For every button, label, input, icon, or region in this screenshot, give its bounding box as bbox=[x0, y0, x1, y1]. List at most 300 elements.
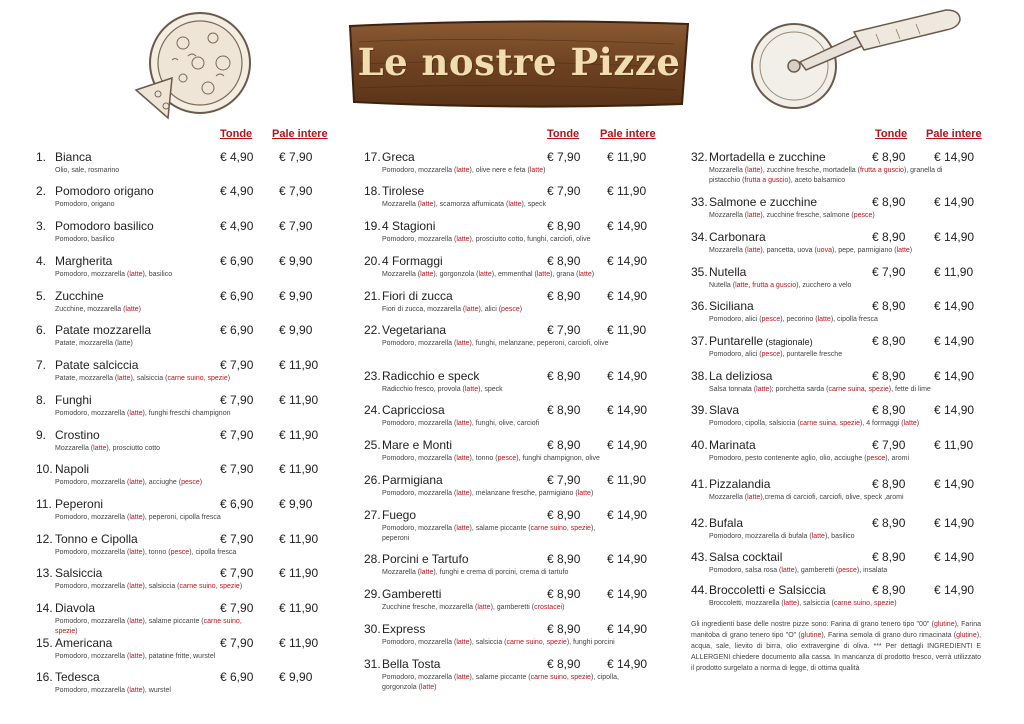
description-text: Mozzarella ( bbox=[709, 247, 748, 254]
description-text: ) bbox=[909, 247, 913, 254]
item-number: 6. bbox=[36, 323, 47, 337]
description-text: Mozzarella ( bbox=[382, 271, 421, 278]
price-tonde: € 4,90 bbox=[220, 150, 254, 164]
item-number: 37. bbox=[691, 334, 708, 348]
price-tonde: € 6,90 bbox=[220, 323, 254, 337]
item-name: Fuego bbox=[382, 508, 417, 522]
allergen-label: latte bbox=[456, 639, 470, 646]
price-tonde: € 8,90 bbox=[547, 219, 581, 233]
description-text: Pomodoro, alici ( bbox=[709, 351, 762, 358]
allergen-label: latte bbox=[756, 386, 770, 393]
item-description bbox=[55, 339, 255, 349]
description-text: ), funghi, olive, carciofi bbox=[469, 420, 540, 427]
description-text: ), patatine fritte, wurstel bbox=[142, 653, 216, 660]
description-text: ) bbox=[591, 271, 595, 278]
item-name: Bianca bbox=[55, 150, 92, 164]
allergen-label: latte bbox=[456, 525, 470, 532]
price-pale-intere: € 14,90 bbox=[934, 230, 975, 244]
description-text: Nutella ( bbox=[709, 282, 736, 289]
item-name: Porcini e Tartufo bbox=[382, 552, 469, 566]
price-tonde: € 8,90 bbox=[547, 587, 581, 601]
description-text: Mozzarella ( bbox=[382, 201, 421, 208]
item-description bbox=[382, 673, 622, 693]
price-pale-intere: € 14,90 bbox=[934, 477, 975, 491]
description-text: Pomodoro, mozzarella ( bbox=[382, 674, 457, 681]
price-pale-intere: € 11,90 bbox=[607, 184, 647, 198]
description-text: Pomodoro, mozzarella ( bbox=[382, 420, 457, 427]
price-pale-intere: € 14,90 bbox=[607, 438, 648, 452]
allergen-label: latte bbox=[420, 684, 435, 691]
item-name: Puntarelle (stagionale) bbox=[709, 334, 813, 348]
price-pale-intere: € 11,90 bbox=[279, 566, 319, 580]
price-tonde: € 8,90 bbox=[872, 550, 906, 564]
allergen-label: latte bbox=[508, 201, 522, 208]
allergen-label: carne suino, spezie bbox=[530, 674, 591, 681]
item-name: Express bbox=[382, 622, 426, 636]
item-name: Salsiccia bbox=[55, 566, 103, 580]
description-text: Patate, mozzarella (latte) bbox=[55, 340, 133, 347]
ingredients-footnote bbox=[691, 619, 981, 674]
description-text: Mozzarella ( bbox=[709, 212, 748, 219]
price-tonde: € 8,90 bbox=[547, 369, 581, 383]
item-number: 14. bbox=[36, 601, 53, 615]
item-number: 38. bbox=[691, 369, 708, 383]
allergen-label: latte bbox=[129, 271, 143, 278]
allergen-label: carne suino, spezie bbox=[55, 618, 242, 635]
item-description bbox=[55, 235, 255, 245]
item-description bbox=[55, 305, 255, 315]
item-number: 3. bbox=[36, 219, 47, 233]
price-pale-intere: € 11,90 bbox=[279, 601, 319, 615]
price-pale-intere: € 14,90 bbox=[934, 369, 975, 383]
description-text: ), alici ( bbox=[478, 306, 502, 313]
description-text: ) bbox=[543, 167, 546, 174]
allergen-label: carne suino, spezie bbox=[833, 600, 895, 607]
description-text: Olio, sale, rosmarino bbox=[55, 167, 120, 174]
price-tonde: € 4,90 bbox=[220, 184, 254, 198]
description-text: ), granella di pistacchio ( bbox=[709, 167, 943, 184]
description-text: Pomodoro, mozzarella ( bbox=[382, 340, 457, 347]
description-text: ), salsiccia ( bbox=[469, 639, 507, 646]
price-tonde: € 4,90 bbox=[220, 219, 254, 233]
description-text: Pomodoro, alici ( bbox=[709, 316, 762, 323]
description-text: Pomodoro, mozzarella ( bbox=[55, 479, 130, 486]
price-pale-intere: € 14,90 bbox=[607, 254, 648, 268]
price-pale-intere: € 14,90 bbox=[934, 550, 975, 564]
description-text: Pomodoro, mozzarella di bufala ( bbox=[709, 533, 812, 540]
description-text: ), speck bbox=[478, 386, 503, 393]
header-pale-intere: Pale intere bbox=[926, 128, 982, 140]
description-text: Pomodoro, origano bbox=[55, 201, 115, 208]
description-text: ), salame piccante ( bbox=[142, 618, 204, 625]
description-text: ), funghi freschi champignon bbox=[142, 410, 231, 417]
item-description bbox=[382, 166, 622, 176]
description-text: ), pancetta, uova ( bbox=[760, 247, 817, 254]
allergen-label: carne suino, spezie bbox=[530, 525, 591, 532]
description-text: ) bbox=[562, 604, 565, 611]
description-text: ),crema di carciofi, carciofi, olive, speck ,aromi bbox=[760, 494, 904, 501]
allergen-label: pesce bbox=[866, 455, 886, 462]
description-text: ) bbox=[519, 306, 523, 313]
item-name: Tedesca bbox=[55, 670, 100, 684]
price-tonde: € 7,90 bbox=[220, 532, 254, 546]
item-name: Peperoni bbox=[55, 497, 104, 511]
allergen-label: latte bbox=[529, 167, 544, 174]
pizza-cutter-icon bbox=[746, 6, 976, 116]
item-name: Bella Tosta bbox=[382, 657, 441, 671]
description-text: ), salsiccia ( bbox=[142, 583, 180, 590]
price-pale-intere: € 9,90 bbox=[279, 323, 313, 337]
allergen-label: latte bbox=[903, 420, 917, 427]
description-text: ), salsiccia ( bbox=[796, 600, 834, 607]
item-description bbox=[709, 599, 959, 609]
description-text: Pomodoro, mozzarella ( bbox=[55, 583, 130, 590]
description-text: Radicchio fresco, provola ( bbox=[382, 386, 465, 393]
item-description bbox=[709, 419, 959, 429]
description-text: ) bbox=[199, 479, 203, 486]
description-text: ), prosciutto cotto bbox=[106, 445, 161, 452]
item-description bbox=[709, 281, 959, 291]
description-text: Pomodoro, basilico bbox=[55, 236, 115, 243]
price-pale-intere: € 14,90 bbox=[934, 334, 975, 348]
description-text: ), salame piccante ( bbox=[469, 674, 531, 681]
description-text: ); porchetta sarda ( bbox=[769, 386, 829, 393]
item-description bbox=[382, 603, 622, 613]
price-tonde: € 8,90 bbox=[547, 657, 581, 671]
price-pale-intere: € 14,90 bbox=[934, 403, 975, 417]
allergen-label: latte bbox=[456, 490, 470, 497]
price-pale-intere: € 14,90 bbox=[607, 552, 648, 566]
item-name: Margherita bbox=[55, 254, 113, 268]
description-text: ), funghi, melanzane, peperoni, carciofi, olive bbox=[469, 340, 609, 347]
item-number: 30. bbox=[364, 622, 381, 636]
description-text: Mozzarella ( bbox=[709, 494, 748, 501]
description-text: Zucchine, mozzarella ( bbox=[55, 306, 126, 313]
description-text: ), acciughe ( bbox=[142, 479, 182, 486]
description-text: Pomodoro, pesto contenente aglio, olio, acciughe ( bbox=[709, 455, 867, 462]
header-tonde: Tonde bbox=[220, 128, 253, 140]
description-text: Pomodoro, mozzarella ( bbox=[55, 410, 130, 417]
price-tonde: € 8,90 bbox=[872, 299, 906, 313]
price-pale-intere: € 7,90 bbox=[279, 219, 313, 233]
item-name: Capricciosa bbox=[382, 403, 445, 417]
item-name: Patate salciccia bbox=[55, 358, 139, 372]
price-pale-intere: € 11,90 bbox=[279, 428, 319, 442]
page-title: Le nostre Pizze bbox=[357, 40, 681, 84]
description-text: Pomodoro, mozzarella ( bbox=[382, 167, 457, 174]
description-text: ), funghi champignon, olive bbox=[516, 455, 600, 462]
item-number: 9. bbox=[36, 428, 47, 442]
price-pale-intere: € 14,90 bbox=[934, 299, 975, 313]
allergen-label: latte bbox=[577, 490, 591, 497]
price-pale-intere: € 11,90 bbox=[607, 473, 647, 487]
description-text: Pomodoro, mozzarella ( bbox=[382, 525, 457, 532]
header-pale-intere: Pale intere bbox=[272, 128, 328, 140]
allergen-label: latte bbox=[465, 306, 479, 313]
item-number: 23. bbox=[364, 369, 381, 383]
price-pale-intere: € 11,90 bbox=[279, 636, 319, 650]
item-number: 43. bbox=[691, 550, 708, 564]
price-tonde: € 6,90 bbox=[220, 670, 254, 684]
allergen-label: latte bbox=[896, 247, 910, 254]
item-description bbox=[382, 235, 622, 245]
price-tonde: € 6,90 bbox=[220, 289, 254, 303]
allergen-label: latte bbox=[747, 167, 761, 174]
item-name: Broccoletti e Salsiccia bbox=[709, 583, 826, 597]
price-tonde: € 7,90 bbox=[872, 438, 906, 452]
price-pale-intere: € 11,90 bbox=[607, 150, 647, 164]
price-pale-intere: € 14,90 bbox=[607, 219, 648, 233]
item-number: 17. bbox=[364, 150, 381, 164]
allergen-label: pesce bbox=[501, 306, 520, 313]
item-number: 32. bbox=[691, 150, 708, 164]
description-text: ) bbox=[239, 583, 243, 590]
description-text: ) bbox=[75, 628, 78, 635]
description-text: Pomodoro, mozzarella ( bbox=[55, 549, 130, 556]
allergen-label: latte bbox=[129, 410, 143, 417]
description-text: ) bbox=[138, 306, 141, 313]
allergen-label: pesce bbox=[497, 455, 517, 462]
item-number: 12. bbox=[36, 532, 53, 546]
price-pale-intere: € 11,90 bbox=[279, 393, 319, 407]
item-number: 8. bbox=[36, 393, 47, 407]
item-description bbox=[55, 652, 255, 662]
allergen-label: latte bbox=[129, 618, 143, 625]
description-text: Mozzarella ( bbox=[709, 167, 748, 174]
description-text: Zucchine fresche, mozzarella ( bbox=[382, 604, 478, 611]
description-text: ), puntarelle fresche bbox=[780, 351, 843, 358]
item-name: Americana bbox=[55, 636, 113, 650]
description-text: ), Farina manitoba di grano tenero tipo "O" ( bbox=[691, 621, 982, 639]
item-name: Patate mozzarella bbox=[55, 323, 152, 337]
price-pale-intere: € 14,90 bbox=[607, 657, 648, 671]
header-pale-intere: Pale intere bbox=[600, 128, 656, 140]
item-number: 5. bbox=[36, 289, 47, 303]
item-description bbox=[709, 166, 959, 186]
price-pale-intere: € 7,90 bbox=[279, 150, 313, 164]
item-number: 28. bbox=[364, 552, 381, 566]
allergen-label: latte bbox=[477, 604, 491, 611]
item-number: 11. bbox=[36, 497, 52, 511]
allergen-label: latte bbox=[129, 549, 143, 556]
item-name: Siciliana bbox=[709, 299, 754, 313]
allergen-label: pesce bbox=[181, 479, 200, 486]
item-number: 35. bbox=[691, 265, 708, 279]
allergen-label: latte bbox=[456, 420, 470, 427]
item-name: Tirolese bbox=[382, 184, 425, 198]
price-pale-intere: € 11,90 bbox=[934, 265, 974, 279]
description-text: ), peperoni bbox=[382, 525, 596, 542]
description-text: ) bbox=[916, 420, 920, 427]
price-pale-intere: € 11,90 bbox=[279, 358, 319, 372]
description-text: ), cipolla, gorgonzola ( bbox=[382, 674, 619, 691]
allergen-label: latte bbox=[125, 306, 139, 313]
description-text: Pomodoro, cipolla, salsiccia ( bbox=[709, 420, 800, 427]
description-text: ), zucchero a velo bbox=[796, 282, 852, 289]
item-name: Salsa cocktail bbox=[709, 550, 783, 564]
price-tonde: € 8,90 bbox=[872, 150, 906, 164]
item-description bbox=[55, 513, 255, 523]
allergen-label: glutine bbox=[933, 621, 955, 628]
item-name: Greca bbox=[382, 150, 415, 164]
description-text: Pomodoro, mozzarella ( bbox=[55, 687, 130, 694]
description-text: ) bbox=[434, 684, 437, 691]
item-number: 15. bbox=[36, 636, 53, 650]
price-tonde: € 8,90 bbox=[872, 195, 906, 209]
item-number: 33. bbox=[691, 195, 708, 209]
description-text: ), basilico bbox=[142, 271, 173, 278]
description-text: ), zucchine fresche, salmone ( bbox=[760, 212, 854, 219]
description-text: ), basilico bbox=[824, 533, 855, 540]
allergen-label: latte bbox=[781, 567, 795, 574]
item-description bbox=[709, 385, 959, 395]
description-text: Patate, mozzarella ( bbox=[55, 375, 118, 382]
item-name: Pomodoro basilico bbox=[55, 219, 154, 233]
allergen-label: carne suina, spezie bbox=[799, 420, 860, 427]
item-description bbox=[55, 374, 255, 384]
allergen-label: latte bbox=[456, 674, 470, 681]
description-text: ), 4 formaggi ( bbox=[859, 420, 904, 427]
item-number: 40. bbox=[691, 438, 708, 452]
price-pale-intere: € 14,90 bbox=[934, 516, 975, 530]
allergen-label: latte bbox=[578, 271, 592, 278]
price-pale-intere: € 14,90 bbox=[607, 622, 648, 636]
price-pale-intere: € 14,90 bbox=[607, 508, 648, 522]
item-name: Crostino bbox=[55, 428, 100, 442]
allergen-label: carne suino, spezie bbox=[167, 375, 228, 382]
description-text: ), grana ( bbox=[550, 271, 579, 278]
description-text: ), salsiccia ( bbox=[130, 375, 168, 382]
description-text: ), melanzane fresche, parmigiano ( bbox=[469, 490, 578, 497]
item-description bbox=[382, 524, 622, 544]
item-description bbox=[709, 246, 959, 256]
price-tonde: € 7,90 bbox=[220, 393, 254, 407]
description-text: Pomodoro, mozzarella ( bbox=[382, 490, 457, 497]
item-number: 39. bbox=[691, 403, 708, 417]
item-number: 2. bbox=[36, 184, 47, 198]
item-description bbox=[55, 582, 255, 592]
description-text: ), olive nere e feta ( bbox=[469, 167, 530, 174]
item-name: Radicchio e speck bbox=[382, 369, 480, 383]
description-text: ), scamorza affumicata ( bbox=[433, 201, 509, 208]
allergen-label: latte bbox=[536, 271, 551, 278]
price-tonde: € 7,90 bbox=[547, 184, 581, 198]
description-text: Pomodoro, mozzarella ( bbox=[55, 653, 130, 660]
description-text: ), wurstel bbox=[142, 687, 171, 694]
price-tonde: € 7,90 bbox=[547, 150, 581, 164]
allergen-label: pesce bbox=[761, 351, 781, 358]
description-text: ), salame piccante ( bbox=[469, 525, 531, 532]
price-tonde: € 8,90 bbox=[547, 289, 581, 303]
item-name: Mare e Monti bbox=[382, 438, 453, 452]
item-description bbox=[55, 166, 255, 176]
price-tonde: € 8,90 bbox=[872, 334, 906, 348]
pizza-illustration-icon bbox=[128, 8, 258, 126]
price-tonde: € 7,90 bbox=[872, 265, 906, 279]
item-number: 13. bbox=[36, 566, 53, 580]
item-number: 16. bbox=[36, 670, 53, 684]
description-text: ), tonno ( bbox=[469, 455, 498, 462]
description-text: ), emmenthal ( bbox=[491, 271, 537, 278]
item-name: Diavola bbox=[55, 601, 96, 615]
item-name: Napoli bbox=[55, 462, 90, 476]
item-description bbox=[382, 419, 622, 429]
item-number: 26. bbox=[364, 473, 381, 487]
price-pale-intere: € 14,90 bbox=[607, 403, 648, 417]
description-text: Broccoletti, mozzarella ( bbox=[709, 600, 784, 607]
item-name: 4 Formaggi bbox=[382, 254, 443, 268]
description-text: ), cipolla fresca bbox=[830, 316, 878, 323]
price-pale-intere: € 11,90 bbox=[279, 532, 319, 546]
item-name: Mortadella e zucchine bbox=[709, 150, 826, 164]
description-text: ), acqua, sale, lievito di birra, olio extravergine di oliva. *** Per dettagli INGREDIENTI E ALLERGENI chiedere documento alla cassa. In mancanza di prodotto fresco, verrà utilizzato il prodotto surgelato a norma di legge, di ottima qualità bbox=[691, 632, 982, 672]
item-description bbox=[709, 315, 959, 325]
price-tonde: € 7,90 bbox=[220, 636, 254, 650]
price-pale-intere: € 14,90 bbox=[607, 289, 648, 303]
allergen-label: latte bbox=[93, 445, 107, 452]
item-name: Parmigiana bbox=[382, 473, 443, 487]
allergen-label: latte bbox=[420, 201, 434, 208]
description-text: ), speck bbox=[521, 201, 547, 208]
price-tonde: € 8,90 bbox=[547, 403, 581, 417]
price-pale-intere: € 11,90 bbox=[607, 323, 647, 337]
item-description bbox=[382, 270, 622, 280]
allergen-label: pesce bbox=[838, 567, 857, 574]
item-number: 34. bbox=[691, 230, 708, 244]
description-text: Gli ingredienti base delle nostre pizze sono: Farina di grano tenero tipo "00" ( bbox=[691, 621, 934, 628]
price-pale-intere: € 14,90 bbox=[607, 369, 648, 383]
price-tonde: € 8,90 bbox=[872, 583, 906, 597]
item-name: Bufala bbox=[709, 516, 744, 530]
allergen-label: latte bbox=[420, 569, 434, 576]
item-number: 24. bbox=[364, 403, 381, 417]
item-description bbox=[382, 339, 622, 349]
price-pale-intere: € 7,90 bbox=[279, 184, 313, 198]
allergen-label: pesce bbox=[170, 549, 190, 556]
price-pale-intere: € 9,90 bbox=[279, 289, 313, 303]
header-tonde: Tonde bbox=[547, 128, 580, 140]
description-text: ), gamberetti ( bbox=[490, 604, 535, 611]
item-name: Nutella bbox=[709, 265, 747, 279]
price-pale-intere: € 9,90 bbox=[279, 497, 313, 511]
item-number: 31. bbox=[364, 657, 381, 671]
description-text: Pomodoro, mozzarella ( bbox=[55, 271, 130, 278]
description-text: ), prosciutto cotto, funghi, carciofi, olive bbox=[469, 236, 591, 243]
item-number: 18. bbox=[364, 184, 381, 198]
description-text: ), Farina semola di grano duro rimacinata ( bbox=[821, 632, 957, 639]
item-name: Funghi bbox=[55, 393, 92, 407]
description-text: ), gorgonzola ( bbox=[433, 271, 479, 278]
item-number: 27. bbox=[364, 508, 381, 522]
item-name: Pomodoro origano bbox=[55, 184, 154, 198]
item-number: 1. bbox=[36, 150, 47, 164]
price-tonde: € 8,90 bbox=[872, 230, 906, 244]
item-name: Slava bbox=[709, 403, 740, 417]
description-text: ) bbox=[894, 600, 897, 607]
price-tonde: € 8,90 bbox=[547, 622, 581, 636]
item-description bbox=[382, 385, 622, 395]
allergen-label: pesce bbox=[761, 316, 781, 323]
price-tonde: € 8,90 bbox=[872, 516, 906, 530]
description-text: Mozzarella ( bbox=[55, 445, 94, 452]
price-pale-intere: € 9,90 bbox=[279, 254, 313, 268]
allergen-label: glutine bbox=[956, 632, 977, 639]
item-description bbox=[55, 686, 255, 696]
price-tonde: € 6,90 bbox=[220, 497, 254, 511]
description-text: ) bbox=[227, 375, 231, 382]
item-number: 10. bbox=[36, 462, 53, 476]
item-number: 29. bbox=[364, 587, 381, 601]
